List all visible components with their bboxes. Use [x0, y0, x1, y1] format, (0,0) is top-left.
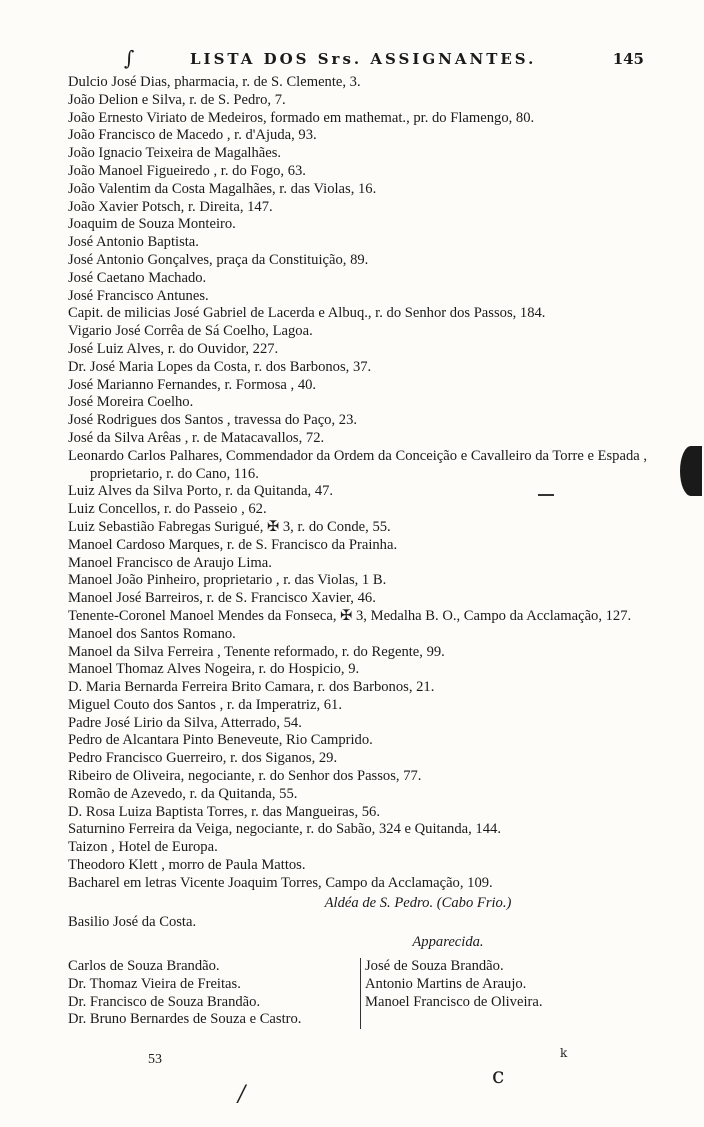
- list-item: Manoel Francisco de Araujo Lima.: [68, 554, 272, 571]
- list-item: Joaquim de Souza Monteiro.: [68, 216, 236, 233]
- stray-dash: [538, 494, 554, 496]
- list-item: Theodoro Klett , morro de Paula Mattos.: [68, 857, 306, 874]
- list-item: Manoel João Pinheiro, proprietario , r. das Violas, 1 B.: [68, 572, 387, 589]
- stray-slash-mark: /: [238, 1082, 246, 1107]
- list-item: Miguel Couto dos Santos , r. da Imperatriz, 61.: [68, 696, 343, 713]
- list-item: Manoel Cardoso Marques, r. de S. Francisco da Prainha.: [68, 536, 398, 553]
- page-title: LISTA DOS Srs. ASSIGNANTES.: [190, 50, 537, 68]
- running-head: [0, 46, 704, 72]
- list-item: Luiz Concellos, r. do Passeio , 62.: [68, 501, 267, 518]
- list-item: João Manoel Figueiredo , r. do Fogo, 63.: [68, 162, 306, 179]
- list-item: Tenente-Coronel Manoel Mendes da Fonseca, ✠ 3, Medalha B. O., Campo da Acclamação, 127.: [68, 607, 632, 624]
- list-item: Vigario José Corrêa de Sá Coelho, Lagoa.: [68, 323, 313, 340]
- list-item: José Antonio Gonçalves, praça da Constituição, 89.: [68, 251, 369, 268]
- list-item: Manoel Francisco de Oliveira.: [365, 993, 543, 1010]
- list-item: João Francisco de Macedo , r. d'Ajuda, 93.: [68, 127, 317, 144]
- list-item: Ribeiro de Oliveira, negociante, r. do Senhor dos Passos, 77.: [68, 768, 422, 785]
- list-item: Manoel da Silva Ferreira , Tenente reformado, r. do Regente, 99.: [68, 643, 445, 660]
- apparecida-right-column: [361, 958, 543, 1029]
- list-item: Carlos de Souza Brandão.: [68, 958, 220, 975]
- list-item: D. Maria Bernarda Ferreira Brito Camara, r. dos Barbonos, 21.: [68, 679, 435, 696]
- list-item: Leonardo Carlos Palhares, Commendador da Ordem da Conceição e Cavalleiro da Torre e Espada , proprietario, r. do Cano, 116.: [68, 447, 648, 482]
- list-item: Dr. José Maria Lopes da Costa, r. dos Barbonos, 37.: [68, 358, 372, 375]
- section-heading-apparecida: Apparecida.: [412, 934, 484, 951]
- signature-mark: 53: [148, 1052, 162, 1067]
- list-item: Taizon , Hotel de Europa.: [68, 839, 218, 856]
- list-item: Antonio Martins de Araujo.: [365, 975, 527, 992]
- ink-blot: [680, 446, 702, 496]
- list-item: D. Rosa Luiza Baptista Torres, r. das Mangueiras, 56.: [68, 803, 381, 820]
- apparecida-columns: [68, 958, 668, 1029]
- list-item: José Antonio Baptista.: [68, 234, 199, 251]
- list-item: Dr. Francisco de Souza Brandão.: [68, 993, 261, 1010]
- list-item: Luiz Sebastião Fabregas Surigué, ✠ 3, r. do Conde, 55.: [68, 518, 391, 535]
- list-item: José Marianno Fernandes, r. Formosa , 40.: [68, 376, 317, 393]
- margin-mark: ∫: [124, 46, 135, 70]
- main-entries: [68, 74, 668, 893]
- list-item: Manoel José Barreiros, r. de S. Francisco Xavier, 46.: [68, 590, 376, 607]
- list-item: Manoel dos Santos Romano.: [68, 625, 236, 642]
- list-item: José Moreira Coelho.: [68, 394, 194, 411]
- page-number: 145: [612, 50, 644, 68]
- list-item: Saturnino Ferreira da Veiga, negociante, r. do Sabão, 324 e Quitanda, 144.: [68, 821, 501, 838]
- list-item: João Ignacio Teixeira de Magalhães.: [68, 145, 282, 162]
- list-item: Dr. Bruno Bernardes de Souza e Castro.: [68, 1011, 302, 1028]
- list-item: José de Souza Brandão.: [365, 958, 504, 975]
- list-item: José da Silva Arêas , r. de Matacavallos, 72.: [68, 429, 325, 446]
- list-item: Padre José Lirio da Silva, Atterrado, 54.: [68, 714, 302, 731]
- list-item: Romão de Azevedo, r. da Quitanda, 55.: [68, 785, 298, 802]
- list-item: João Valentim da Costa Magalhães, r. das Violas, 16.: [68, 180, 377, 197]
- list-item: José Francisco Antunes.: [68, 287, 209, 304]
- list-item: João Delion e Silva, r. de S. Pedro, 7.: [68, 91, 286, 108]
- list-item: Capit. de milicias José Gabriel de Lacerda e Albuq., r. do Senhor dos Passos, 184.: [68, 305, 546, 322]
- stray-k-mark: k: [560, 1046, 568, 1060]
- list-item: José Luiz Alves, r. do Ouvidor, 227.: [68, 340, 279, 357]
- list-item: Pedro Francisco Guerreiro, r. dos Siganos, 29.: [68, 750, 338, 767]
- list-item: Manoel Thomaz Alves Nogeira, r. do Hospicio, 9.: [68, 661, 360, 678]
- list-item: João Xavier Potsch, r. Direita, 147.: [68, 198, 273, 215]
- section-heading-aldea: Aldéa de S. Pedro. (Cabo Frio.): [324, 894, 512, 911]
- subscriber-list: [68, 74, 668, 1029]
- apparecida-left-column: [68, 958, 361, 1029]
- list-item: Bacharel em letras Vicente Joaquim Torres, Campo da Acclamação, 109.: [68, 874, 493, 891]
- list-item: Dr. Thomaz Vieira de Freitas.: [68, 975, 241, 992]
- list-item: João Ernesto Viriato de Medeiros, formado em mathemat., pr. do Flamengo, 80.: [68, 109, 535, 126]
- list-item: Dulcio José Dias, pharmacia, r. de S. Clemente, 3.: [68, 74, 361, 90]
- list-item: Basilio José da Costa.: [68, 914, 197, 931]
- list-item: José Rodrigues dos Santos , travessa do Paço, 23.: [68, 412, 358, 429]
- list-item: Pedro de Alcantara Pinto Beneveute, Rio Camprido.: [68, 732, 373, 749]
- list-item: José Caetano Machado.: [68, 269, 207, 286]
- stray-c-mark: c: [492, 1064, 505, 1089]
- list-item: Luiz Alves da Silva Porto, r. da Quitanda, 47.: [68, 483, 334, 500]
